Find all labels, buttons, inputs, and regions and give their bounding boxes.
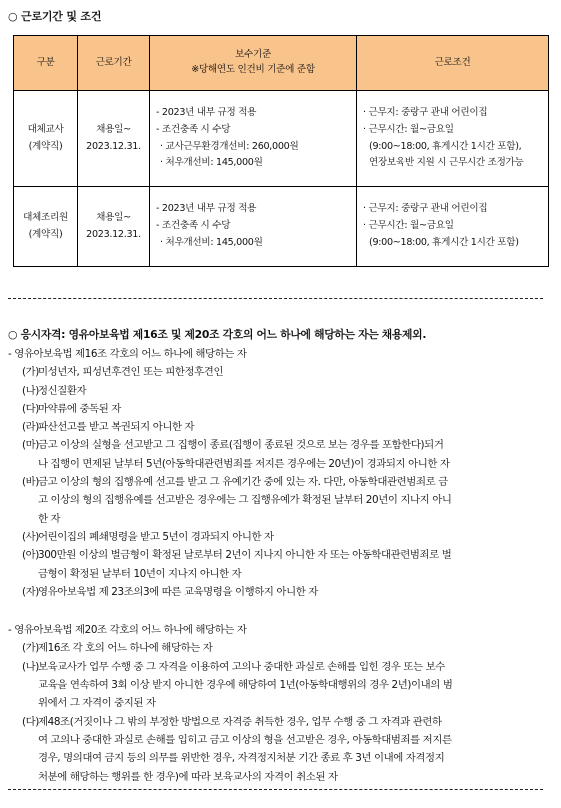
list-item: (가)제16조 각 호의 어느 하나에 해당하는 자: [22, 642, 213, 655]
cell-type: 대체조리원 (계약직): [14, 187, 78, 267]
article20-intro: - 영유아보육법 제20조 각호의 어느 하나에 해당하는 자: [8, 624, 247, 637]
table-header-row: [14, 36, 549, 91]
cell-conditions: · 근무지: 중랑구 관내 어린이집 · 근무시간: 월~금요일 (9:00~18:00, 휴게시간 1시간 포함): [357, 187, 549, 267]
header-type: 구분: [14, 36, 78, 91]
list-item-continuation: 금형이 확정된 날부터 10년이 지나지 아니한 자: [38, 567, 242, 580]
list-item: (아)300만원 이상의 벌금형이 확정된 날로부터 2년이 지나지 아니한 자 또는 아동학대관련범죄로 벌: [22, 549, 452, 562]
list-item: (나)정신질환자: [22, 384, 87, 397]
list-item: (바)금고 이상의 형의 집행유예 선고를 받고 그 유예기간 중에 있는 자. 다만, 아동학대관련범죄로 금: [22, 476, 448, 489]
list-item: (사)어린이집의 폐쇄명령을 받고 5년이 경과되지 아니한 자: [22, 530, 274, 543]
cell-type: 대체교사 (계약직): [14, 91, 78, 187]
table-row: [14, 187, 549, 267]
list-item-continuation: 교육을 연속하여 3회 이상 받지 아니한 경우에 해당하여 1년(아동학대행위의 경우 2년)이내의 범: [38, 679, 453, 692]
list-item: (라)파산선고를 받고 복권되지 아니한 자: [22, 421, 195, 434]
dashed-divider: [8, 789, 543, 790]
header-pay: 보수기준 ※당해연도 인건비 기준에 준함: [150, 36, 357, 91]
cell-period: 채용일~ 2023.12.31.: [78, 91, 150, 187]
article16-intro: - 영유아보육법 제16조 각호의 어느 하나에 해당하는 자: [8, 348, 247, 360]
list-item: (나)보육교사가 업무 수행 중 그 자격을 이용하여 고의나 중대한 과실로 손해를 입힌 경우 또는 보수: [22, 660, 445, 673]
list-item-continuation: 고 이상의 형의 집행유예를 선고받은 경우에는 그 집행유예가 확정된 날부터 20년이 지나지 아니: [38, 494, 452, 507]
list-item: (다)제48조(거짓이나 그 밖의 부정한 방법으로 자격증 취득한 경우, 업무 수행 중 그 자격과 관련하: [22, 715, 442, 728]
cell-period: 채용일~ 2023.12.31.: [78, 187, 150, 267]
list-item: (자)영유아보육법 제 23조의3에 따른 교육명령을 이행하지 아니한 자: [22, 585, 318, 598]
cell-conditions: · 근무지: 중랑구 관내 어린이집 · 근무시간: 월~금요일 (9:00~18:00, 휴게시간 1시간 포함), 연장보육반 지원 시 근무시간 조정가능: [357, 91, 549, 187]
list-item: (다)마약류에 중독된 자: [22, 402, 121, 415]
table-row: [14, 91, 549, 187]
header-period: 근로기간: [78, 36, 150, 91]
header-conditions: 근로조건: [357, 36, 549, 91]
list-item-continuation: 처분에 해당하는 행위를 한 경우)에 따라 보육교사의 자격이 취소된 자: [38, 770, 338, 783]
list-item-continuation: 경우, 명의대여 금지 등의 의무를 위반한 경우, 자격정지처분 기간 종료 후 3년 이내에 자격정지: [38, 752, 445, 765]
conditions-table: [13, 35, 549, 267]
list-item-continuation: 여 고의나 중대한 과실로 손해를 입히고 금고 이상의 형을 선고받은 경우, 아동학대범죄를 저지른: [38, 733, 452, 746]
list-item-continuation: 한 자: [38, 512, 61, 525]
dashed-divider: [8, 298, 543, 299]
cell-pay: - 2023년 내부 규정 적용 - 조건충족 시 수당 · 처우개선비: 145,000원: [150, 187, 357, 267]
qualification-title: ○ 응시자격: 영유아보육법 제16조 및 제20조 각호의 어느 하나에 해당하는 자는 채용제외.: [8, 328, 427, 341]
list-item-continuation: 위에서 그 자격이 중지된 자: [38, 697, 156, 710]
section-title-conditions: ○ 근로기간 및 조건: [8, 10, 102, 23]
list-item-continuation: 나 집행이 면제된 날부터 5년(아동학대관련범죄를 저지른 경우에는 20년)이 경과되지 아니한 자: [38, 457, 450, 470]
cell-pay: - 2023년 내부 규정 적용 - 조건충족 시 수당 · 교사근무환경개선비: 260,000원 · 처우개선비: 145,000원: [150, 91, 357, 187]
list-item: (가)미성년자, 피성년후견인 또는 피한정후견인: [22, 366, 224, 379]
list-item: (마)금고 이상의 실형을 선고받고 그 집행이 종료(집행이 종료된 것으로 보는 경우를 포함한다)되거: [22, 439, 444, 452]
qualification-section: [8, 327, 553, 788]
